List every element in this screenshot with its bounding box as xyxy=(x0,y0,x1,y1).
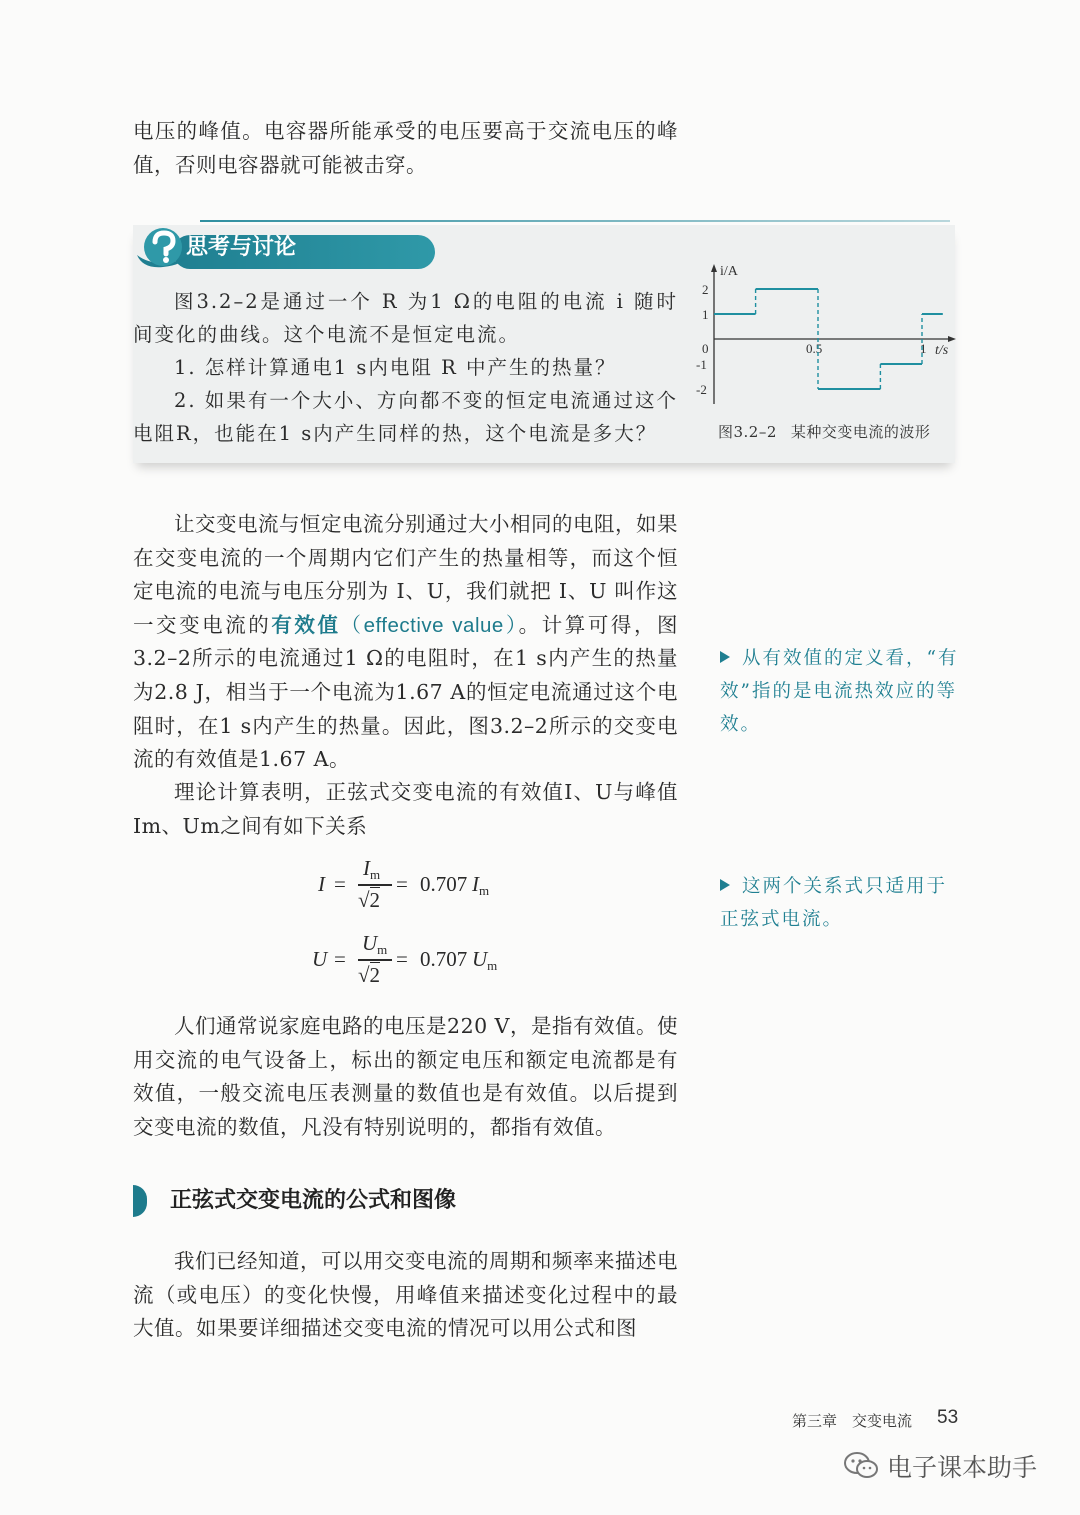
y-tick-label: 1 xyxy=(702,307,709,322)
watermark-text: 电子课本助手 xyxy=(887,1453,1038,1482)
side-note-1-text: 从有效值的定义看，“有效”指的是电流热效应的等效。 xyxy=(720,648,959,735)
formula-2-fraction-bar xyxy=(358,959,392,961)
y-tick-label: -1 xyxy=(696,357,707,372)
triangle-marker-icon xyxy=(720,879,730,891)
term-effective-value: 有效值 xyxy=(271,612,341,637)
discussion-intro: 图3.2–2是通过一个 R 为1 Ω的电阻的电流 i 随时间变化的曲线。这个电流不是恒定电流。 xyxy=(133,290,678,346)
figure-label: 图3.2–2 xyxy=(718,423,777,441)
figure-caption-text: 某种交变电流的波形 xyxy=(790,423,931,441)
formula-1-eq: = xyxy=(334,872,346,896)
formula-1-coef: 0.707 xyxy=(420,872,468,896)
y-axis-label: i/A xyxy=(720,264,738,279)
y-axis-arrow xyxy=(711,264,717,272)
formula-2-eq: = xyxy=(334,947,346,971)
formula-2-numerator-sub: m xyxy=(377,942,388,957)
side-note-1 xyxy=(720,642,960,741)
formula-1-fraction-bar xyxy=(358,884,392,886)
section-marker xyxy=(133,1185,147,1217)
body-paragraph-1 xyxy=(133,508,678,777)
side-note-2-text: 这两个关系式只适用于正弦式电流。 xyxy=(720,876,948,930)
formula-2-sqrt-arg: 2 xyxy=(369,963,381,987)
formula-2-numerator: U xyxy=(362,931,378,955)
y-tick-label: -2 xyxy=(696,382,707,397)
section-title: 正弦式交变电流的公式和图像 xyxy=(170,1188,457,1213)
origin-label: 0 xyxy=(702,341,709,356)
formula-2-eq-2: = xyxy=(396,947,408,971)
page-number: 53 xyxy=(937,1407,959,1428)
formula-1-sqrt-sign: √ xyxy=(358,888,370,912)
x-axis-arrow xyxy=(948,336,956,342)
discussion-title: 思考与讨论 xyxy=(186,235,297,260)
discussion-question-1: 1. 怎样计算通电1 s内电阻 R 中产生的热量？ xyxy=(174,356,617,379)
formula-2-sqrt-sign: √ xyxy=(358,963,370,987)
discussion-question-2: 2. 如果有一个大小、方向都不变的恒定电流通过这个电阻R，也能在1 s内产生同样的热，这个电流是多大？ xyxy=(133,389,678,445)
footer-chapter: 第三章 交变电流 xyxy=(792,1412,913,1430)
body1-part2: 。计算可得，图3.2–2所示的电流通过1 Ω的电阻时，在1 s内产生的热量为2.8 J，相当于一个电流为1.67 A的恒定电流通过这个电阻时，在1 s内产生的热量。因此，图3.2–2所示的交变电流的有效值是1.67 A。 xyxy=(133,612,679,772)
formula-1-numerator-sub: m xyxy=(370,867,381,882)
side-note-2 xyxy=(720,870,960,936)
formula-1-numerator: I xyxy=(363,856,370,880)
y-tick-label: 2 xyxy=(702,282,709,297)
formula-1-sqrt-arg: 2 xyxy=(369,888,381,912)
term-english: （effective value） xyxy=(340,613,519,637)
formula-1-denominator xyxy=(358,888,380,913)
formula-2-denominator xyxy=(358,963,380,988)
body-paragraph-3: 人们通常说家庭电路的电压是220 V，是指有效值。使用交流的电气设备上，标出的额定电压和额定电流都是有效值，一般交流电压表测量的数值也是有效值。以后提到交变电流的数值，凡没有特别说明的，都指有效值。 xyxy=(133,1014,678,1139)
formula-current xyxy=(318,856,578,920)
watermark xyxy=(843,1448,1037,1484)
body-paragraph-4: 我们已经知道，可以用交变电流的周期和频率来描述电流（或电压）的变化快慢，用峰值来描述变化过程中的最大值。如果要详细描述交变电流的情况可以用公式和图 xyxy=(133,1249,678,1341)
body-paragraph-2: 理论计算表明，正弦式交变电流的有效值I、U与峰值Im、Um之间有如下关系 xyxy=(133,780,678,838)
question-mark-icon xyxy=(133,225,193,275)
formula-2-rhs: U xyxy=(472,947,488,971)
formula-2-rhs-sub: m xyxy=(487,958,498,973)
formula-2-coef: 0.707 xyxy=(420,947,468,971)
discussion-divider xyxy=(200,220,950,222)
body1-part1: 让交变电流与恒定电流分别通过大小相同的电阻，如果在交变电流的一个周期内它们产生的热量相等，而这个恒定电流的电流与电压分别为 I、U，我们就把 I、U 叫作这一交变电流的 xyxy=(133,512,678,637)
formula-2-lhs: U xyxy=(312,947,328,971)
formula-1-rhs: I xyxy=(472,872,479,896)
triangle-marker-icon xyxy=(720,651,730,663)
formula-voltage xyxy=(312,931,572,995)
x-tick-label: 0.5 xyxy=(806,341,823,356)
top-paragraph: 电压的峰值。电容器所能承受的电压要高于交流电压的峰值，否则电容器就可能被击穿。 xyxy=(133,119,678,177)
x-axis-label: t/s xyxy=(935,343,949,358)
wechat-icon xyxy=(843,1451,879,1481)
figure-caption xyxy=(718,421,930,442)
formula-1-lhs: I xyxy=(318,872,325,896)
formula-1-rhs-sub: m xyxy=(479,883,490,898)
formula-1-eq-2: = xyxy=(396,872,408,896)
x-tick-label: 1 xyxy=(920,341,927,356)
waveform-chart xyxy=(690,258,960,408)
